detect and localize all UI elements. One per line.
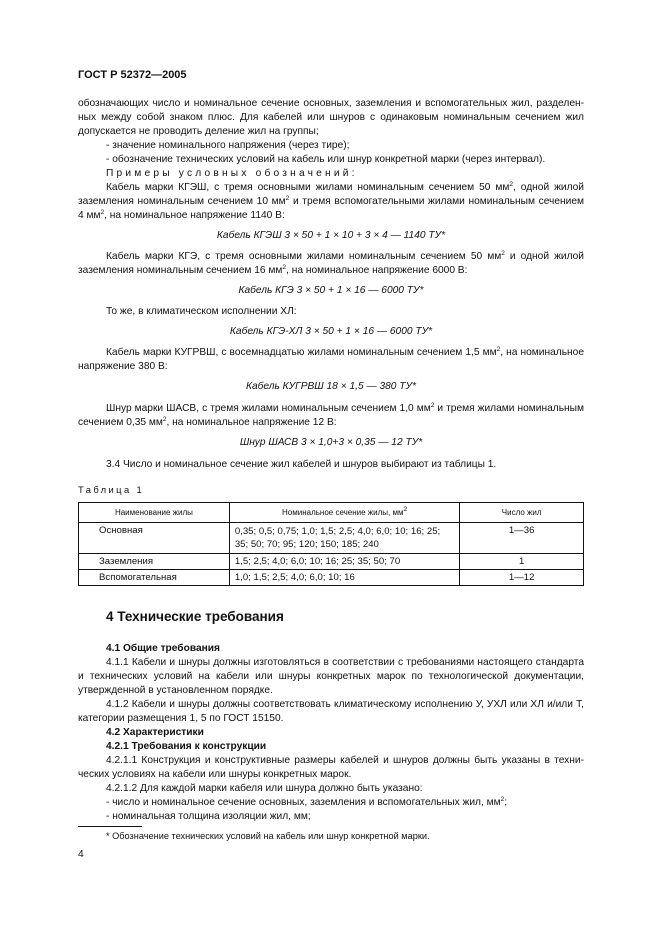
table-header-row [79,503,584,523]
table-header-cell: Наименование жилы [79,503,230,523]
table-row [79,570,584,586]
para-line: допускается не проводить деление жил на группы; [78,126,319,137]
designation-formula: Шнур ШАСВ 3 × 1,0+3 × 0,35 — 12 ТУ* [239,437,423,448]
example-text: заземления номинальным сечением 16 $мм^2$, на номинальное напряжение 6000 В: [78,264,468,276]
clause-text: утвержденной в установленном порядке. [78,685,273,696]
example-text: напряжение 380 В: [78,361,168,372]
table-row [79,523,584,554]
example-text: То же, в климатическом исполнении ХЛ: [106,306,297,317]
list-item: - число и номинальное сечение основных, заземления и вспомогательных жил, $мм^2$; [106,796,508,808]
table-cell: Вспомогательная [79,570,230,586]
clause-text: ческих условиях на кабели или шнуры конкретных марок. [78,769,352,780]
subsection-heading: 4.1 Общие требования [106,643,220,654]
table-cell: 1 [460,554,584,570]
example-text: 4 $мм^2$, на номинальное напряжение 1140 В: [78,209,285,221]
doc-header: ГОСТ Р 52372—2005 [78,69,187,81]
section-title: 4 Технические требования [106,609,284,624]
table-caption: Таблица 1 [78,484,145,495]
table-cell: 0,35; 0,5; 0,75; 1,0; 1,5; 2,5; 4,0; 6,0; 10; 16; 25; 35; 50; 70; 95; 120; 150; 185; 240 [229,523,459,554]
list-item: - обозначение технических условий на кабель или шнур конкретной марки (через интервал). [106,154,546,165]
designation-formula: Кабель КГЭШ 3 × 50 + 1 × 10 + 3 × 4 — 1140 ТУ* [216,230,446,241]
table-header-cell: Номинальное сечение жилы, $мм^2$ [229,503,459,523]
example-text: Кабель марки КГЭ, с тремя основными жилами номинальным сечением 50 $мм^2$ и одной жилой [106,250,584,262]
example-text: Кабель марки КГЭШ, с тремя основными жилами номинальным сечением 50 $мм^2$, одной жилой [106,181,585,193]
designation-formula: Кабель КУГРВШ 18 × 1,5 — 380 ТУ* [246,381,416,392]
table-cell: 1—12 [460,570,584,586]
subsection-heading: 4.2.1 Требования к конструкции [106,741,267,752]
designation-formula: Кабель КГЭ 3 × 50 + 1 × 16 — 6000 ТУ* [238,285,424,296]
page-number: 4 [78,849,84,860]
list-item: - значение номинального напряжения (через тире); [106,140,350,151]
footnote: * Обозначение технических условий на кабель или шнур конкретной марки. [106,831,430,841]
table-cell: 1,5; 2,5; 4,0; 6,0; 10; 16; 25; 35; 50; 70 [229,554,459,570]
example-text: Кабель марки КУГРВШ, с восемнадцатью жилами номинальным сечением 1,5 $мм^2$, на номинальное [106,346,584,358]
clause-text: 4.1.1 Кабели и шнуры должны изготовляться в соответствии с требованиями настоящего стандарта [106,657,584,668]
para-line: ных между собой знаком плюс. Для кабелей или шнуров с одинаковым номинальным сечением жил [78,112,584,123]
example-text: сечением 0,35 $мм^2$, на номинальное напряжение 12 В: [78,416,337,428]
clause-text: категории размещения 1, 5 по ГОСТ 15150. [78,713,284,724]
list-item: - номинальная толщина изоляции жил, мм; [106,811,311,822]
table-cell: Основная [79,523,230,554]
clause-text: 4.2.1.2 Для каждой марки кабеля или шнура должно быть указано: [106,783,423,794]
footnote-separator [78,826,142,827]
para-line: обозначающих число и номинальное сечение основных, заземления и вспомогательных жил, разделен- [78,98,584,109]
subsection-heading: 4.2 Характеристики [106,727,204,738]
table-cell: 1,0; 1,5; 2,5; 4,0; 6,0; 10; 16 [229,570,459,586]
clause-text: 4.2.1.1 Конструкция и конструктивные размеры кабелей и шнуров должны быть указаны в техни- [106,755,584,766]
table-1 [78,502,584,586]
clause-3-4: 3.4 Число и номинальное сечение жил кабелей и шнуров выбирают из таблицы 1. [106,459,497,470]
table-cell: Заземления [79,554,230,570]
example-text: заземления номинальным сечением 10 $мм^2$ и тремя вспомогательными жилами номинальным сечением [78,195,584,207]
designation-formula: Кабель КГЭ-ХЛ 3 × 50 + 1 × 16 — 6000 ТУ* [229,326,433,337]
table-cell: 1—36 [460,523,584,554]
table-row [79,554,584,570]
example-text: Шнур марки ШАСВ, с тремя жилами номинальным сечением 1,0 $мм^2$ и тремя жилами номинальным [106,402,584,414]
examples-heading: Примеры условных обозначений: [106,168,358,179]
clause-text: 4.1.2 Кабели и шнуры должны соответствовать климатическому исполнению У, УХЛ или ХЛ и/или Т, [106,699,584,710]
table-header-cell: Число жил [460,503,584,523]
clause-text: и технических условий на кабели или шнуры конкретных марок по технологической документации, [78,671,584,682]
